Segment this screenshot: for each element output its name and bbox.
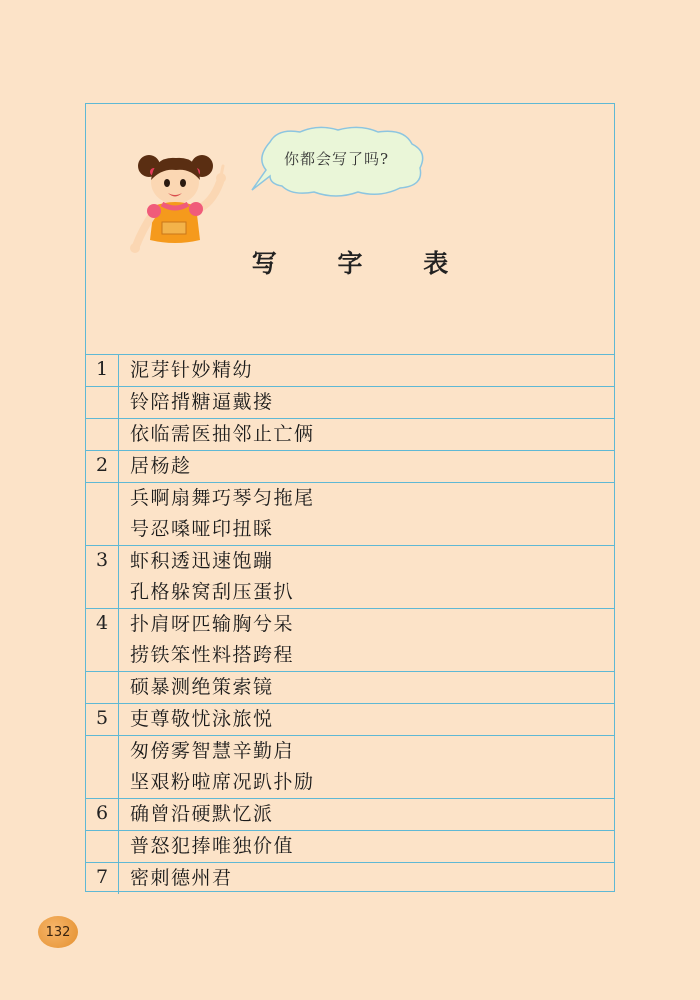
table-row [86, 419, 614, 451]
lesson-number: 4 [86, 609, 119, 671]
character-line: 扑肩呀匹输胸兮呆 [130, 613, 295, 635]
lesson-number [86, 387, 119, 418]
character-rows [86, 355, 614, 894]
lesson-number [86, 483, 119, 545]
character-cell [119, 863, 614, 894]
table-row [86, 546, 614, 609]
table-row [86, 483, 614, 546]
table-row [86, 451, 614, 483]
character-line: 密刺德州君 [130, 867, 233, 889]
character-cell [119, 387, 614, 418]
character-line: 捞铁笨性料搭跨程 [130, 644, 295, 666]
lesson-number [86, 736, 119, 798]
lesson-number: 5 [86, 704, 119, 735]
lesson-number: 2 [86, 451, 119, 482]
character-line: 吏尊敬忧泳旅悦 [130, 708, 274, 730]
character-line: 匆傍雾智慧辛勤启 [130, 740, 295, 762]
character-cell [119, 355, 614, 386]
lesson-number: 3 [86, 546, 119, 608]
character-line: 铃陪揹糖逼戴搂 [130, 391, 274, 413]
character-cell [119, 831, 614, 862]
lesson-number: 6 [86, 799, 119, 830]
page-number: 132 [38, 916, 78, 948]
character-cell [119, 483, 614, 545]
table-row [86, 736, 614, 799]
lesson-number [86, 672, 119, 703]
character-line: 居杨趁 [130, 455, 192, 477]
table-row [86, 672, 614, 704]
character-line: 依临需医抽邻止亡俩 [130, 423, 315, 445]
character-line: 泥芽针妙精幼 [130, 359, 254, 381]
character-cell [119, 546, 614, 608]
character-line: 硕暴测绝策索镜 [130, 676, 274, 698]
speech-bubble-text: 你都会写了吗? [284, 150, 390, 168]
lesson-number [86, 419, 119, 450]
character-line: 孔格躲窝刮压蛋扒 [130, 581, 295, 603]
table-row [86, 387, 614, 419]
lesson-number: 1 [86, 355, 119, 386]
character-line: 普怒犯捧唯独价值 [130, 835, 295, 857]
character-line: 虾积透迅速饱蹦 [130, 550, 274, 572]
table-row [86, 704, 614, 736]
table-row [86, 799, 614, 831]
character-line: 确曾沿硬默忆派 [130, 803, 274, 825]
lesson-number: 7 [86, 863, 119, 894]
character-line: 兵啊扇舞巧琴匀拖尾 [130, 487, 315, 509]
table-row [86, 863, 614, 894]
character-cell [119, 799, 614, 830]
character-cell [119, 704, 614, 735]
character-line: 坚艰粉啦席况趴扑励 [130, 771, 315, 793]
character-cell [119, 451, 614, 482]
character-table-frame [85, 103, 615, 892]
table-row [86, 355, 614, 387]
table-row [86, 831, 614, 863]
character-cell [119, 419, 614, 450]
table-row [86, 609, 614, 672]
character-cell [119, 736, 614, 798]
character-cell [119, 609, 614, 671]
table-header [86, 104, 614, 355]
lesson-number [86, 831, 119, 862]
character-cell [119, 672, 614, 703]
character-line: 号忍嗓哑印扭睬 [130, 518, 274, 540]
page-title: 写 字 表 [251, 249, 475, 278]
